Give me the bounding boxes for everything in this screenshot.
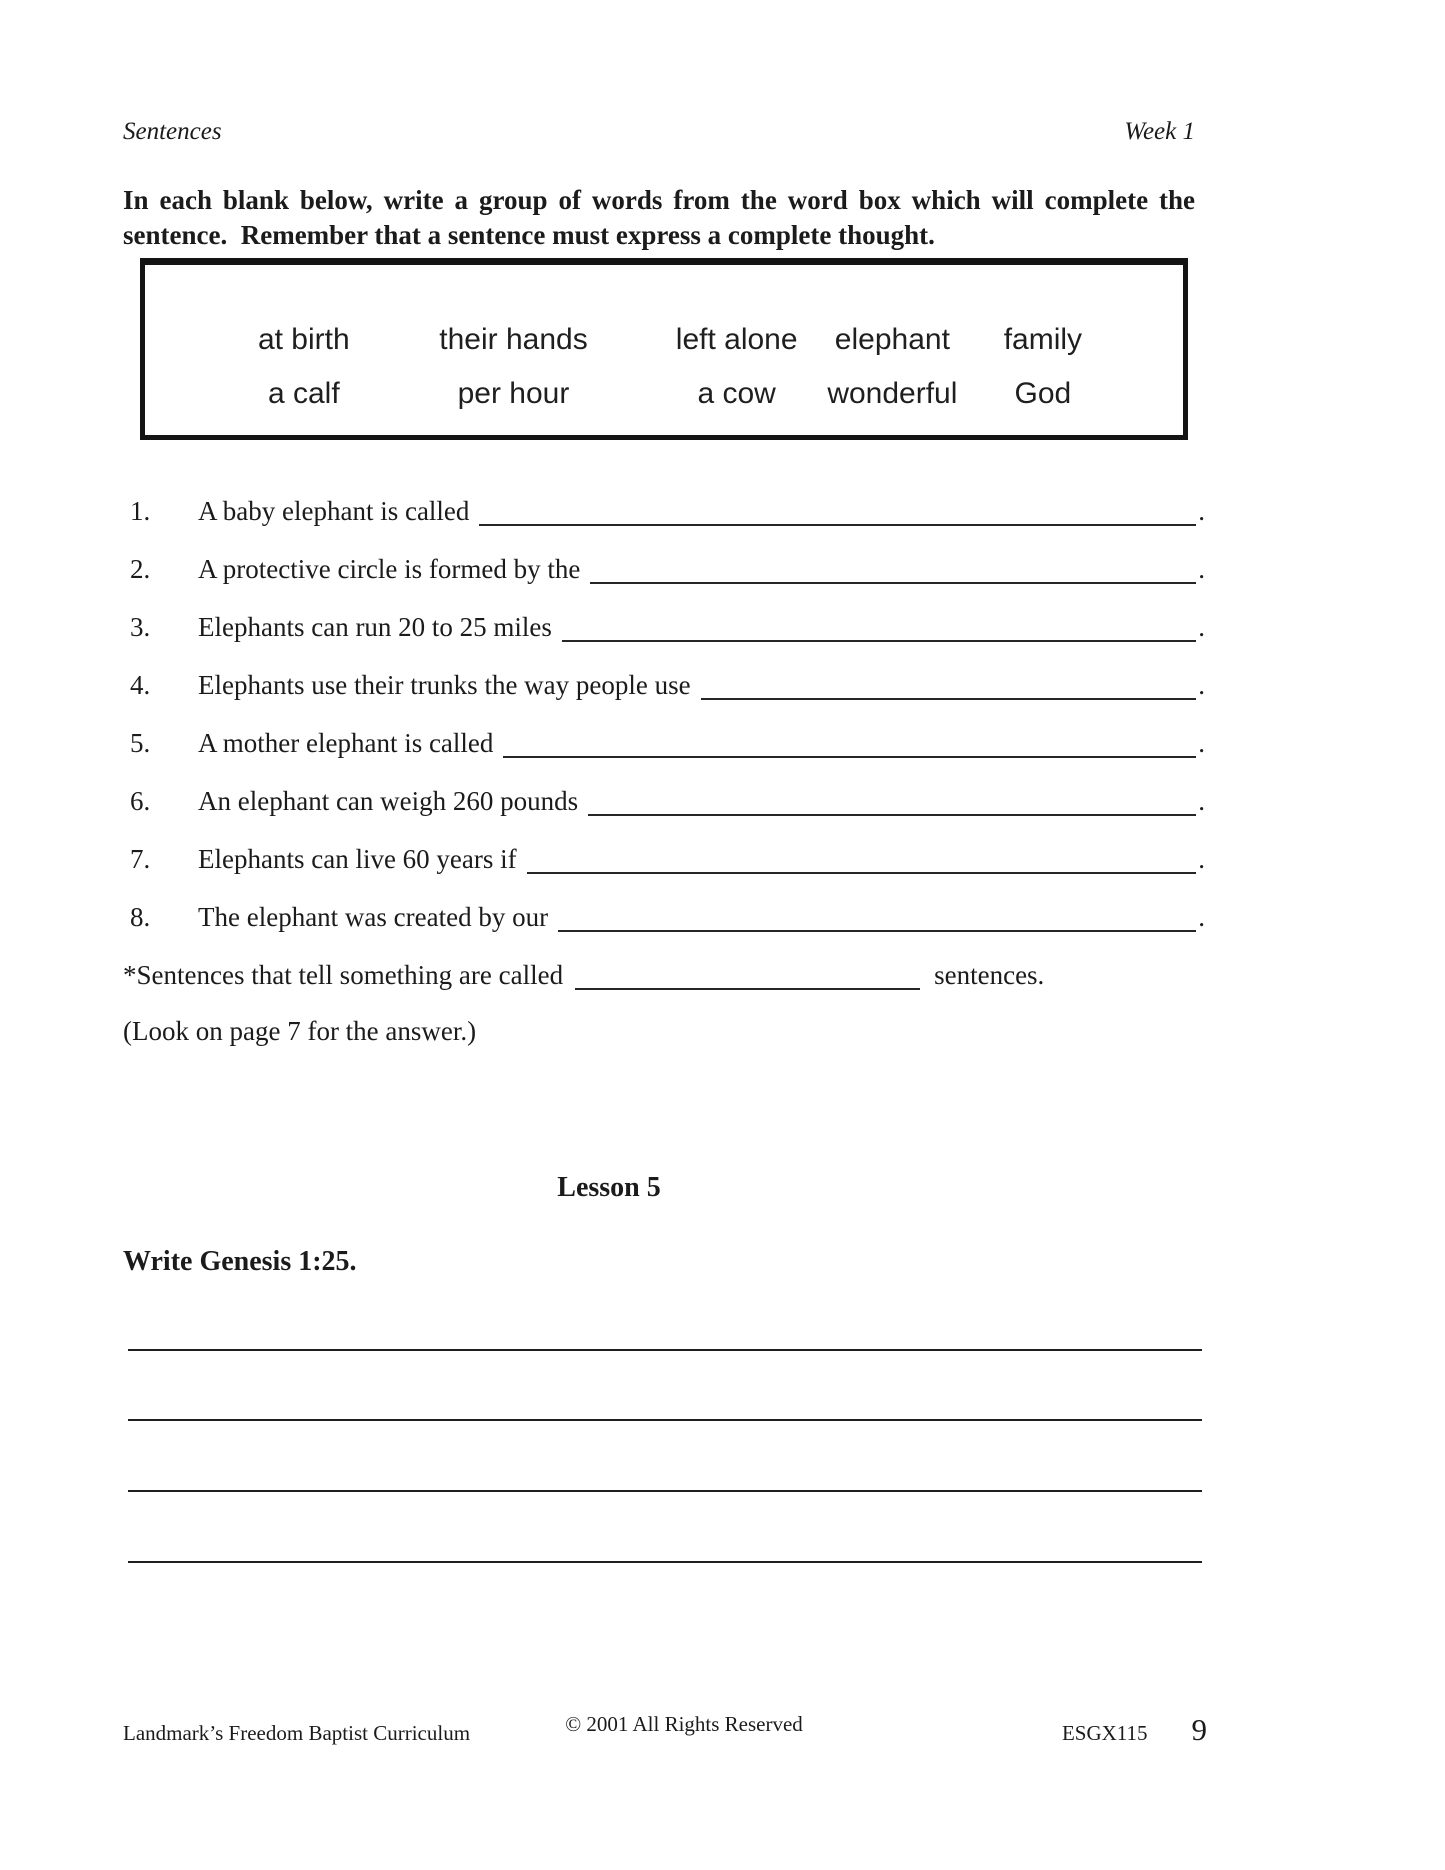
curriculum-code: ESGX115 [1061,1721,1148,1745]
answer-blank[interactable] [479,524,1196,526]
word-box-column [258,313,350,421]
instructions-text: In each blank below, write a group of words from the word box which will complete the sentence. Remember that a sentence must express a complete thought. [123,185,1202,250]
answer-blank[interactable] [562,640,1196,642]
word-box-column [439,313,587,421]
writing-line[interactable] [128,1490,1202,1492]
week-label: Week 1 [1124,118,1195,145]
question-row [130,830,1205,888]
question-row [130,714,1205,772]
question-number: 8. [130,902,151,932]
answer-note: (Look on page 7 for the answer.) [123,1016,477,1046]
question-number: 4. [130,670,151,700]
word-box-word: family [1003,323,1083,356]
footer-right-group [1062,1712,1207,1748]
word-box-word: left alone [675,323,798,356]
question-period: . [1198,496,1205,526]
answer-blank[interactable] [503,756,1196,758]
word-box-word: elephant [834,323,950,356]
question-row [130,656,1205,714]
star-answer-blank[interactable] [575,988,920,990]
answer-blank[interactable] [590,582,1196,584]
question-text: Elephants can run 20 to 25 miles [198,612,552,642]
question-row [130,598,1205,656]
question-period: . [1198,612,1205,642]
publisher-label: Landmark’s Freedom Baptist Curriculum [123,1721,471,1745]
word-box-column [1004,313,1082,421]
writing-line[interactable] [128,1561,1202,1563]
question-number: 1. [130,496,151,526]
question-period: . [1198,902,1205,932]
page-footer [123,1712,1207,1748]
page-header [123,118,1195,146]
question-text: The elephant was created by our [198,902,549,932]
word-box-column [676,313,798,421]
question-number: 6. [130,786,151,816]
question-number: 7. [130,844,151,874]
word-box-word: per hour [457,377,570,410]
lesson-heading: Lesson 5 [557,1172,661,1203]
word-box-word: a calf [267,377,340,410]
word-box [140,258,1188,440]
question-period: . [1198,554,1205,584]
answer-blank[interactable] [527,872,1197,874]
question-number: 5. [130,728,151,758]
write-prompt: Write Genesis 1:25. [123,1246,357,1277]
question-number: 2. [130,554,151,584]
star-statement-row [123,946,1195,1004]
word-box-word: their hands [439,323,588,356]
answer-blank[interactable] [588,814,1196,816]
answer-blank[interactable] [701,698,1197,700]
writing-line[interactable] [128,1349,1202,1351]
question-text: Elephants use their trunks the way people use [198,670,691,700]
word-box-word: wonderful [827,377,958,410]
word-box-column [827,313,957,421]
question-text: Elephants can live 60 years if [198,844,517,874]
question-text: A protective circle is formed by the [198,554,581,584]
word-box-word: at birth [257,323,350,356]
question-text: An elephant can weigh 260 pounds [198,786,579,816]
question-period: . [1198,728,1205,758]
question-row [130,482,1205,540]
question-list [130,482,1205,946]
question-row [130,888,1205,946]
question-period: . [1198,670,1205,700]
question-period: . [1198,786,1205,816]
writing-line[interactable] [128,1419,1202,1421]
word-box-word: a cow [697,377,776,410]
star-statement-prefix: *Sentences that tell something are called [123,960,564,990]
page-number: 9 [1191,1712,1207,1747]
star-statement-suffix: sentences. [934,960,1045,990]
writing-area [128,1349,1202,1569]
section-label: Sentences [123,118,222,145]
question-period: . [1198,844,1205,874]
question-text: A mother elephant is called [198,728,494,758]
question-row [130,772,1205,830]
question-row [130,540,1205,598]
copyright-label: © 2001 All Rights Reserved [565,1712,803,1736]
question-number: 3. [130,612,151,642]
word-box-word: God [1014,377,1072,410]
question-text: A baby elephant is called [198,496,470,526]
answer-blank[interactable] [558,930,1196,932]
